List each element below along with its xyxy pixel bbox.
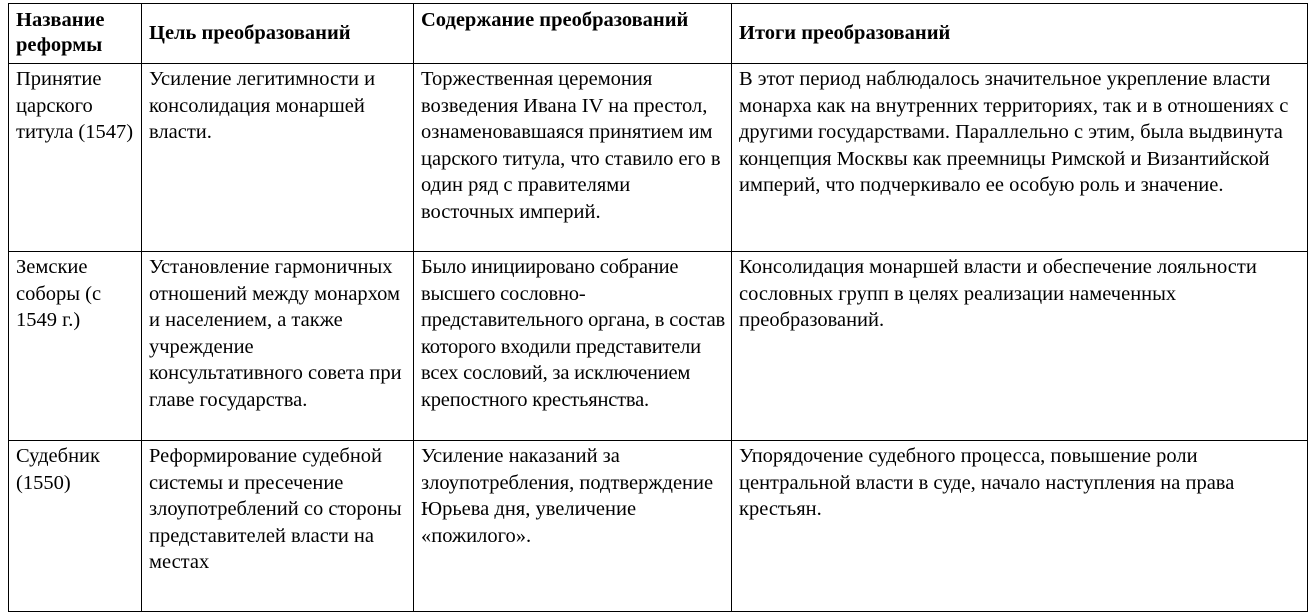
header-goal: Цель преобразований bbox=[142, 4, 414, 64]
table-row bbox=[9, 441, 1308, 612]
cell-results: Упорядочение судебного процесса, повышение роли центральной власти в суде, начало наступления на права крестьян. bbox=[732, 441, 1308, 612]
reforms-table bbox=[8, 3, 1308, 612]
cell-goal: Реформирование судебной системы и пресечение злоупотреблений со стороны представителей власти на местах bbox=[142, 441, 414, 612]
cell-goal: Усиление легитимности и консолидация монаршей власти. bbox=[142, 64, 414, 252]
cell-reform-name: Земские соборы (с 1549 г.) bbox=[9, 252, 142, 441]
table-row bbox=[9, 64, 1308, 252]
header-results: Итоги преобразований bbox=[732, 4, 1308, 64]
cell-reform-name: Принятие царского титула (1547) bbox=[9, 64, 142, 252]
table-row bbox=[9, 252, 1308, 441]
cell-reform-name: Судебник (1550) bbox=[9, 441, 142, 612]
cell-results: В этот период наблюдалось значительное укрепление власти монарха как на внутренних территориях, так и в отношениях с другими государствами. Параллельно с этим, была выдвинута концепция Москвы как преемницы Римской и Византийской империй, что подчеркивало ее особую роль и значение. bbox=[732, 64, 1308, 252]
header-content: Содержание преобразований bbox=[414, 4, 732, 64]
cell-content: Торжественная церемония возведения Ивана IV на престол, ознаменовавшаяся принятием им царского титула, что ставило его в один ряд с правителями восточных империй. bbox=[414, 64, 732, 252]
cell-results: Консолидация монаршей власти и обеспечение лояльности сословных групп в целях реализации намеченных преобразований. bbox=[732, 252, 1308, 441]
cell-goal: Установление гармоничных отношений между монархом и населением, а также учреждение консультативного совета при главе государства. bbox=[142, 252, 414, 441]
cell-content: Было инициировано собрание высшего сословно-представительного органа, в состав которого входили представители всех сословий, за исключением крепостного крестьянства. bbox=[414, 252, 732, 441]
cell-content: Усиление наказаний за злоупотребления, подтверждение Юрьева дня, увеличение «пожилого». bbox=[414, 441, 732, 612]
table-header-row bbox=[9, 4, 1308, 64]
header-reform-name: Название реформы bbox=[9, 4, 142, 64]
